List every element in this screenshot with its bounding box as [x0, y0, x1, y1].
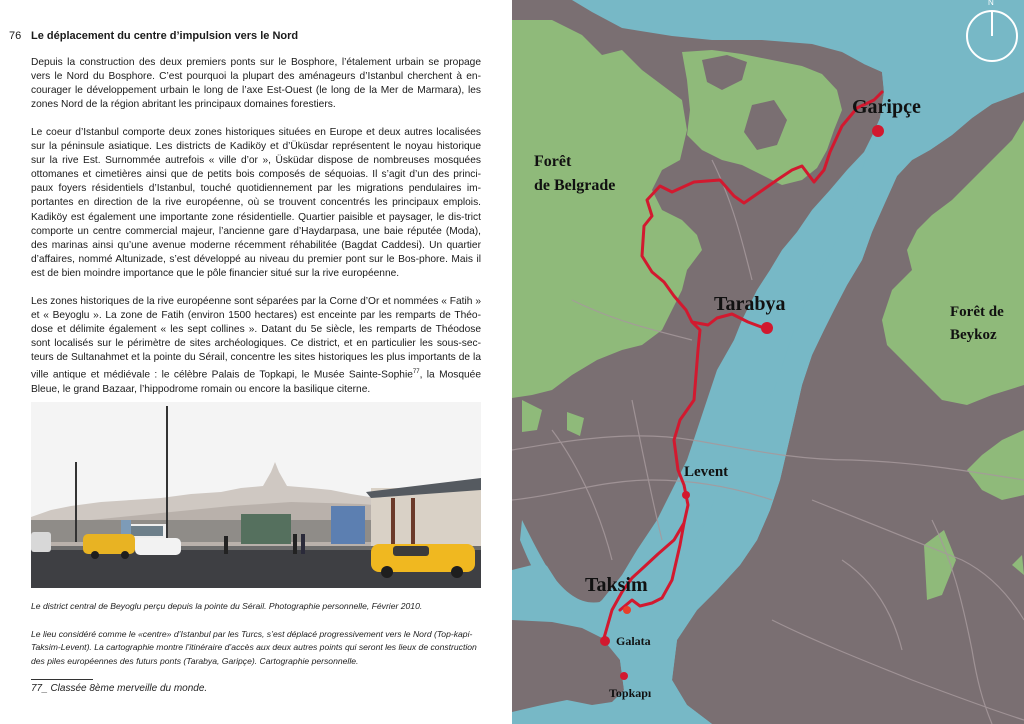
- beyoglu-photo: [31, 402, 481, 588]
- map-caption: Le lieu considéré comme le «centre» d’Istanbul par les Turcs, s’est déplacé progressivement vers le Nord (Top-kapi-Taksim-Levent). La cartographie montre l’itinéraire d’accès aux deux autres points qui seront les lieux de construction des piles européennes des futurs ponts (Tarabya, Garipçe). Cartographie personnelle.: [31, 629, 477, 666]
- footnote-77: 77_ Classée 8ème merveille du monde.: [31, 683, 208, 694]
- label-levent: Levent: [684, 464, 729, 480]
- label-foret-belgrade-2: de Belgrade: [534, 177, 616, 194]
- label-galata: Galata: [616, 634, 651, 648]
- label-foret-beykoz-2: Beykoz: [950, 327, 997, 343]
- photo-caption: Le district central de Beyoglu perçu depuis la pointe du Sérail. Photographie personnelle, Février 2010.: [31, 601, 423, 611]
- label-foret-belgrade-1: Forêt: [534, 153, 572, 170]
- label-tarabya: Tarabya: [714, 293, 786, 315]
- compass-north-label: N: [988, 0, 994, 7]
- garipce-point: [872, 125, 884, 137]
- istanbul-map: [512, 0, 1024, 724]
- levent-point: [682, 491, 690, 499]
- paragraph-3: [31, 295, 481, 397]
- footnote-ref[interactable]: 77: [412, 369, 420, 376]
- paragraph-1: Depuis la construction des deux premiers ponts sur le Bosphore, l’étalement urbain se propage vers le Nord du Bosphore. C’est pourquoi la plupart des aménageurs d’Istanbul cherchent à en-courager le développement urbain le long de l’axe Est-Ouest (le long de la Mer de Marmara), les zones Nord de la région abritant les principaux domaines forestiers.: [31, 57, 481, 111]
- label-foret-beykoz-1: Forêt de: [950, 304, 1004, 320]
- taksim-point: [623, 606, 631, 614]
- footnote-rule: [31, 679, 93, 680]
- galata-point: [600, 636, 610, 646]
- page-number: 76: [9, 30, 22, 42]
- label-topkapi: Topkapı: [609, 686, 652, 700]
- paragraph-2: Le coeur d’Istanbul comporte deux zones historiques situées en Europe et deux autres localisées sur la péninsule asiatique. Les districts de Kadiköy et d’Üküsdar représentent le noyau historique sur la rive Est. Surnommée autrefois « ville d’or », Üsküdar dispose de nombreuses mosquées ottomanes et cimetières ainsi que de petits bois composés de séquoias. Il s’agit d’un des princi-paux foyers résidentiels d’Istanbul, touché quotidiennement par les migrations pendulaires im-portantes en direction de la rive européenne, où se trouvent concentrés les principaux emplois. Kadiköy est également une importante zone résidentielle. Quartier paisible et paysager, le dis-trict comporte un centre commercial majeur, l’ancienne gare d’Haydarpasa, une baie réputée (Moda), des marinas ainsi qu’une avenue moderne récemment réhabilitée (Bagdat Caddesi). Un quartier d’affaires, nommé Altunizade, s’est développé au niveau du premier pont sur le Bos-phore. Mais il est de bien moindre importance que le pôle financier situé sur la rive européenne.: [31, 127, 481, 279]
- tarabya-point: [761, 322, 773, 334]
- paragraph-3-text-a: Les zones historiques de la rive européenne sont séparées par la Corne d’Or et nommées « Fatih » et « Beyoglu ». La zone de Fatih (environ 1500 hectares) est enceinte par les remparts de Théo-dose et délimite également « les sept collines ». Datant du 5e siècle, les remparts de Théodose sont localisés sur le périmètre de sites archéologiques. Ce district, et en particulier les sous-sec-teurs de Sultanahmet et la pointe du Sérail, concentre les sites historiques les plus importants de la ville antique et médiévale : le célèbre Palais de Topkapi, le Musée Sainte-Sophie: [31, 296, 481, 381]
- label-taksim: Taksim: [585, 574, 648, 596]
- paragraph-3-text-b: , la Mosquée Bleue, le grand Bazaar, l’hippodrome romain ou encore la basilique citerne.: [31, 369, 481, 395]
- topkapi-point: [620, 672, 628, 680]
- section-heading: Le déplacement du centre d’impulsion vers le Nord: [31, 30, 299, 42]
- label-garipce: Garipçe: [852, 96, 921, 118]
